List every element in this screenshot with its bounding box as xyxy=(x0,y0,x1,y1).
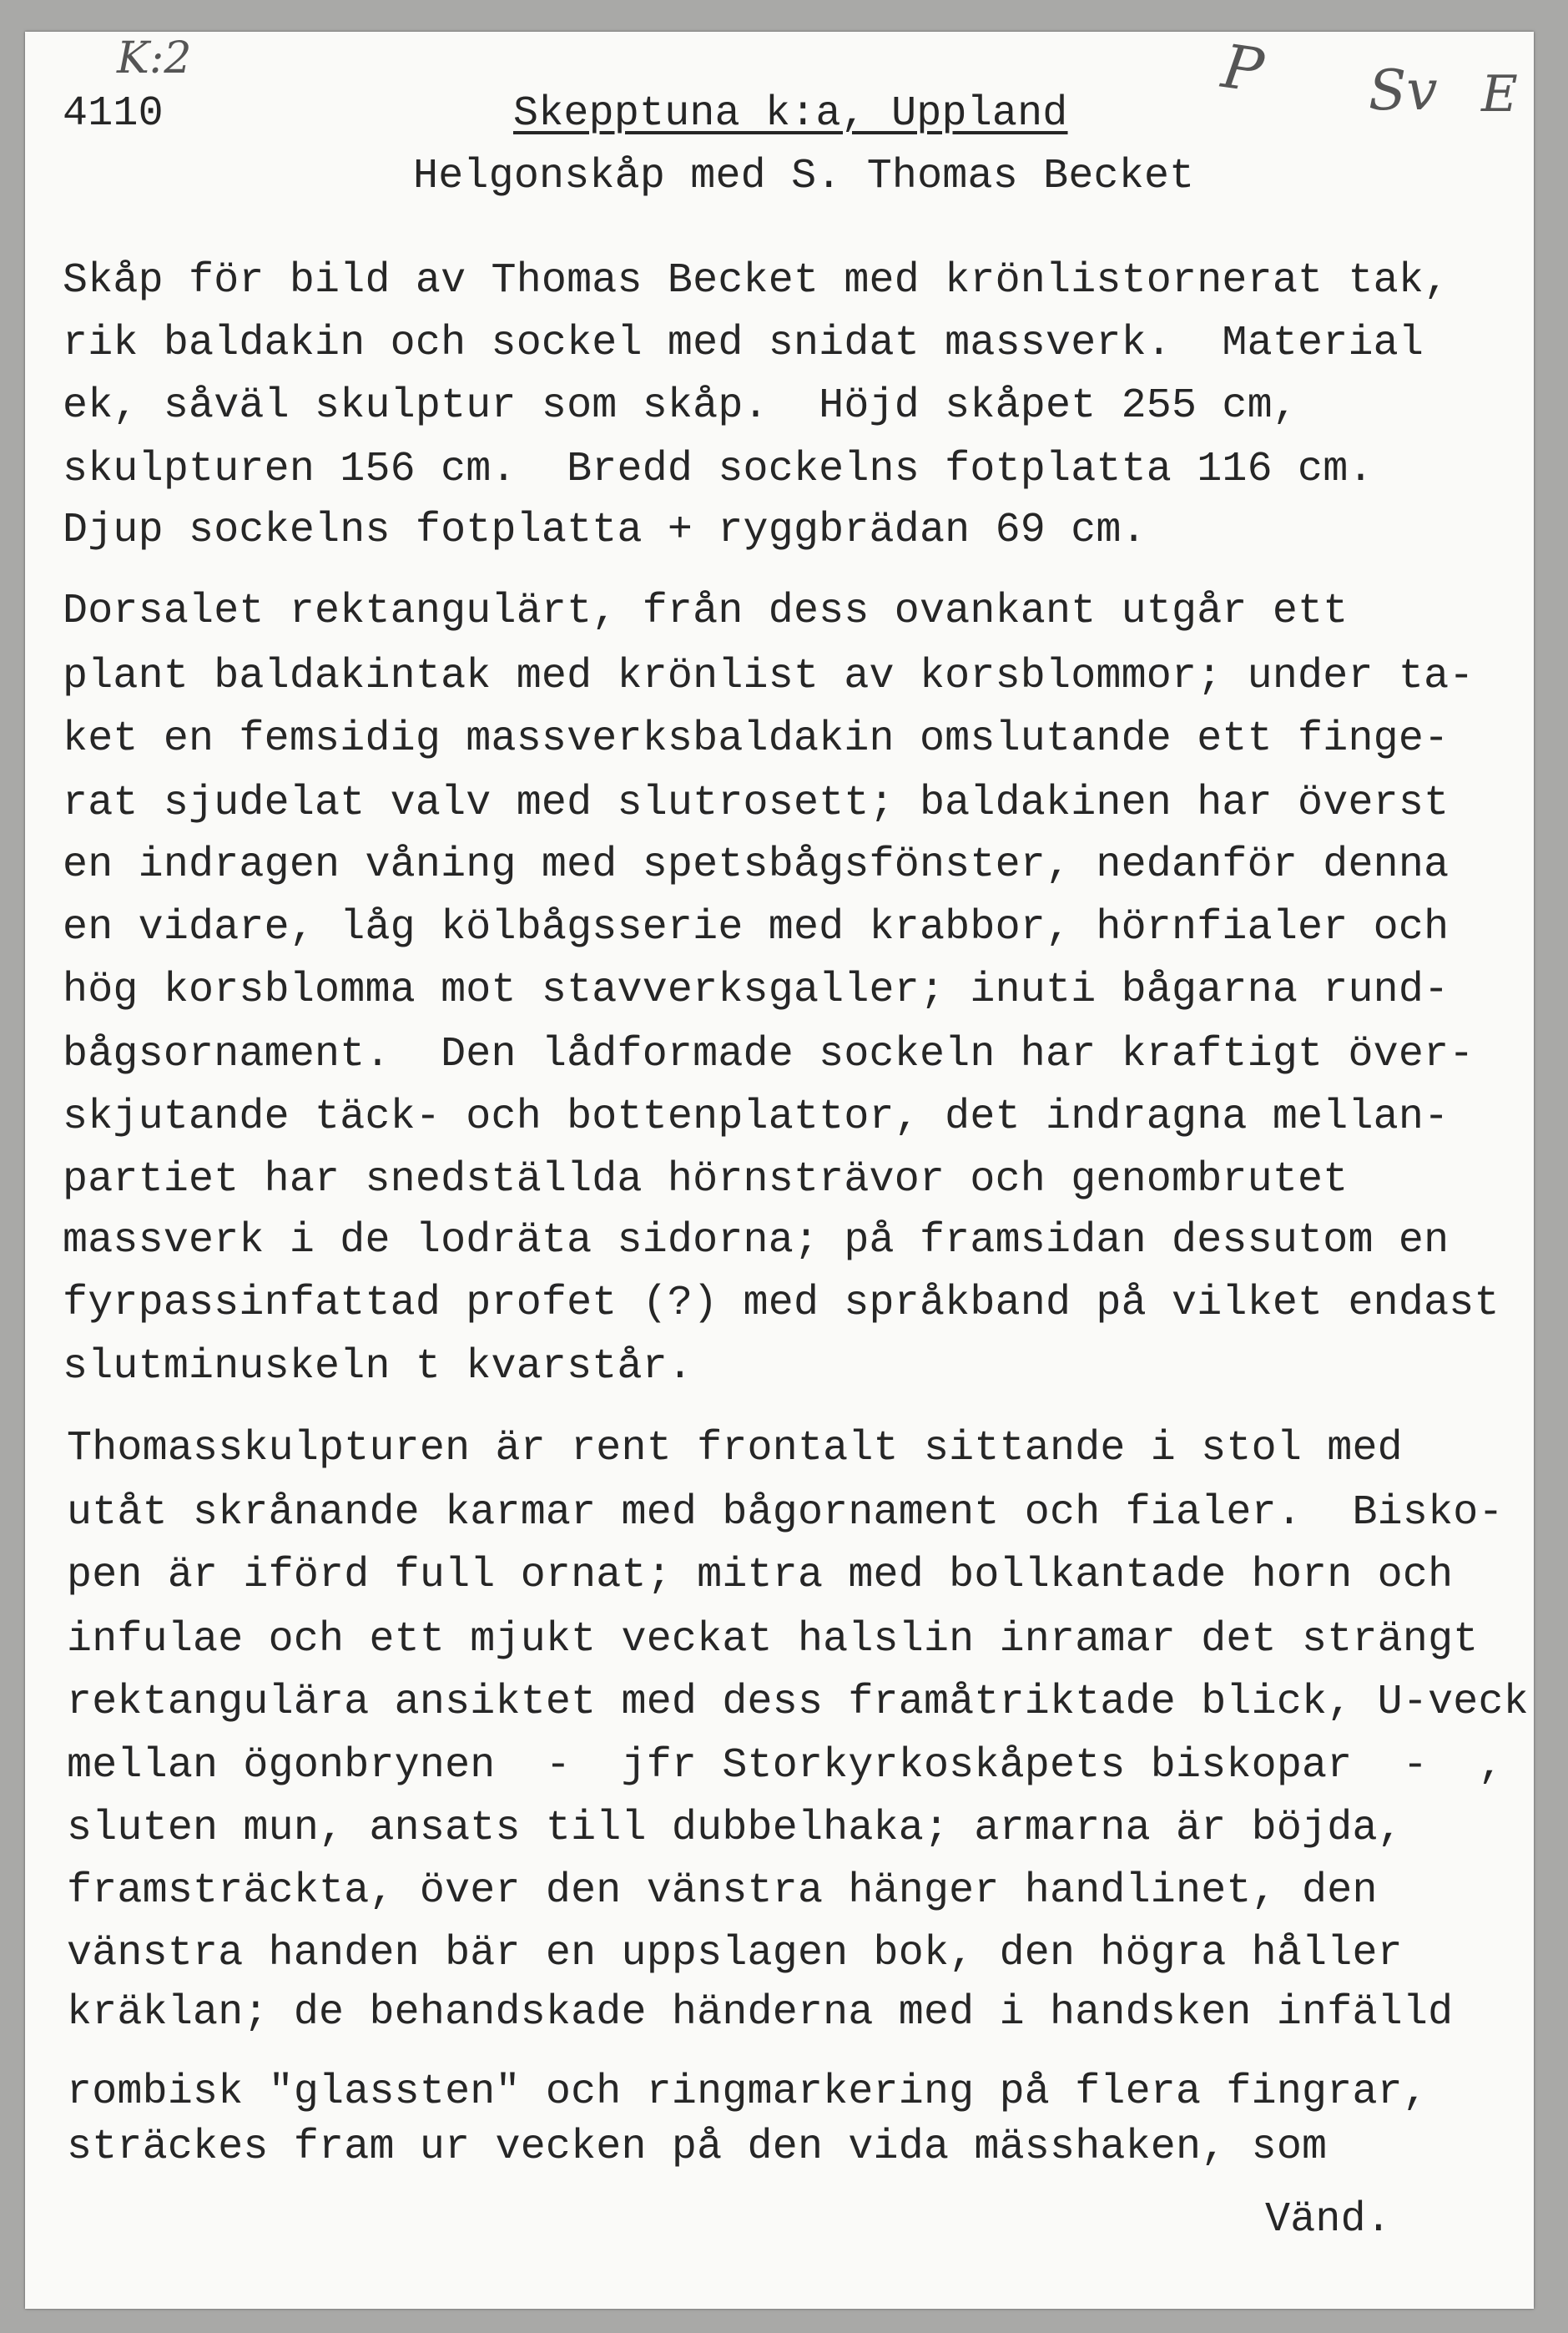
text-line: hög korsblomma mot stavverksgaller; inuti bågarna rund- xyxy=(63,967,1450,1014)
text-line: ket en femsidig massverksbaldakin omslutande ett finge- xyxy=(63,715,1450,763)
text-line: skjutande täck- och bottenplattor, det indragna mellan- xyxy=(63,1093,1450,1141)
text-line: skulpturen 156 cm. Bredd sockelns fotplatta 116 cm. xyxy=(63,446,1374,493)
text-line: sluten mun, ansats till dubbelhaka; armarna är böjda, xyxy=(67,1805,1403,1852)
text-line: mellan ögonbrynen - jfr Storkyrkoskåpets biskopar - , xyxy=(67,1742,1504,1790)
handwritten-mark: E xyxy=(1481,65,1518,124)
text-line: kräklan; de behandskade händerna med i handsken infälld xyxy=(67,1989,1454,2037)
text-line: vänstra handen bär en uppslagen bok, den högra håller xyxy=(67,1930,1403,1977)
text-line: rektangulära ansiktet med dess framåtriktade blick, U-veck xyxy=(67,1679,1529,1726)
text-line: slutminuskeln t kvarstår. xyxy=(63,1343,693,1391)
text-line: infulae och ett mjukt veckat halslin inramar det strängt xyxy=(67,1616,1479,1664)
handwritten-mark: P xyxy=(1218,31,1268,106)
text-line: rombisk "glassten" och ringmarkering på flera fingrar, xyxy=(67,2068,1429,2116)
text-line: ek, såväl skulptur som skåp. Höjd skåpet 255 cm, xyxy=(63,382,1298,430)
text-line: bågsornament. Den lådformade sockeln har kraftigt över- xyxy=(63,1031,1475,1078)
text-line: plant baldakintak med krönlist av korsblommor; under ta- xyxy=(63,653,1475,700)
text-line: massverk i de lodräta sidorna; på framsidan dessutom en xyxy=(63,1217,1450,1265)
text-line: Skåp för bild av Thomas Becket med krönlistornerat tak, xyxy=(63,257,1450,305)
text-line: sträckes fram ur vecken på den vida mässhaken, som xyxy=(67,2123,1328,2171)
text-line: Dorsalet rektangulärt, från dess ovankant utgår ett xyxy=(63,588,1349,635)
card-subtitle: Helgonskåp med S. Thomas Becket xyxy=(413,153,1195,200)
turn-note: Vänd. xyxy=(1265,2196,1392,2244)
text-line: Djup sockelns fotplatta + ryggbrädan 69 cm. xyxy=(63,507,1147,554)
handwritten-ref: K:2 xyxy=(117,33,192,83)
text-line: Thomasskulpturen är rent frontalt sittande i stol med xyxy=(67,1425,1403,1472)
text-line: en indragen våning med spetsbågsfönster, nedanför denna xyxy=(63,841,1450,889)
text-line: framsträckta, över den vänstra hänger handlinet, den xyxy=(67,1867,1378,1915)
text-line: rat sjudelat valv med slutrosett; baldakinen har överst xyxy=(63,780,1450,827)
text-line: utåt skrånande karmar med bågornament och fialer. Bisko- xyxy=(67,1489,1504,1537)
text-line: pen är iförd full ornat; mitra med bollkantade horn och xyxy=(67,1552,1454,1599)
text-line: fyrpassinfattad profet (?) med språkband på vilket endast xyxy=(63,1280,1500,1327)
card-number: 4110 xyxy=(63,90,164,138)
text-line: en vidare, låg kölbågsserie med krabbor, hörnfialer och xyxy=(63,904,1450,952)
text-line: partiet har snedställda hörnsträvor och genombrutet xyxy=(63,1156,1349,1204)
text-line: rik baldakin och sockel med snidat massverk. Material xyxy=(63,320,1424,367)
handwritten-mark: Sv xyxy=(1369,58,1438,123)
card-title: Skepptuna k:a, Uppland xyxy=(513,90,1068,138)
